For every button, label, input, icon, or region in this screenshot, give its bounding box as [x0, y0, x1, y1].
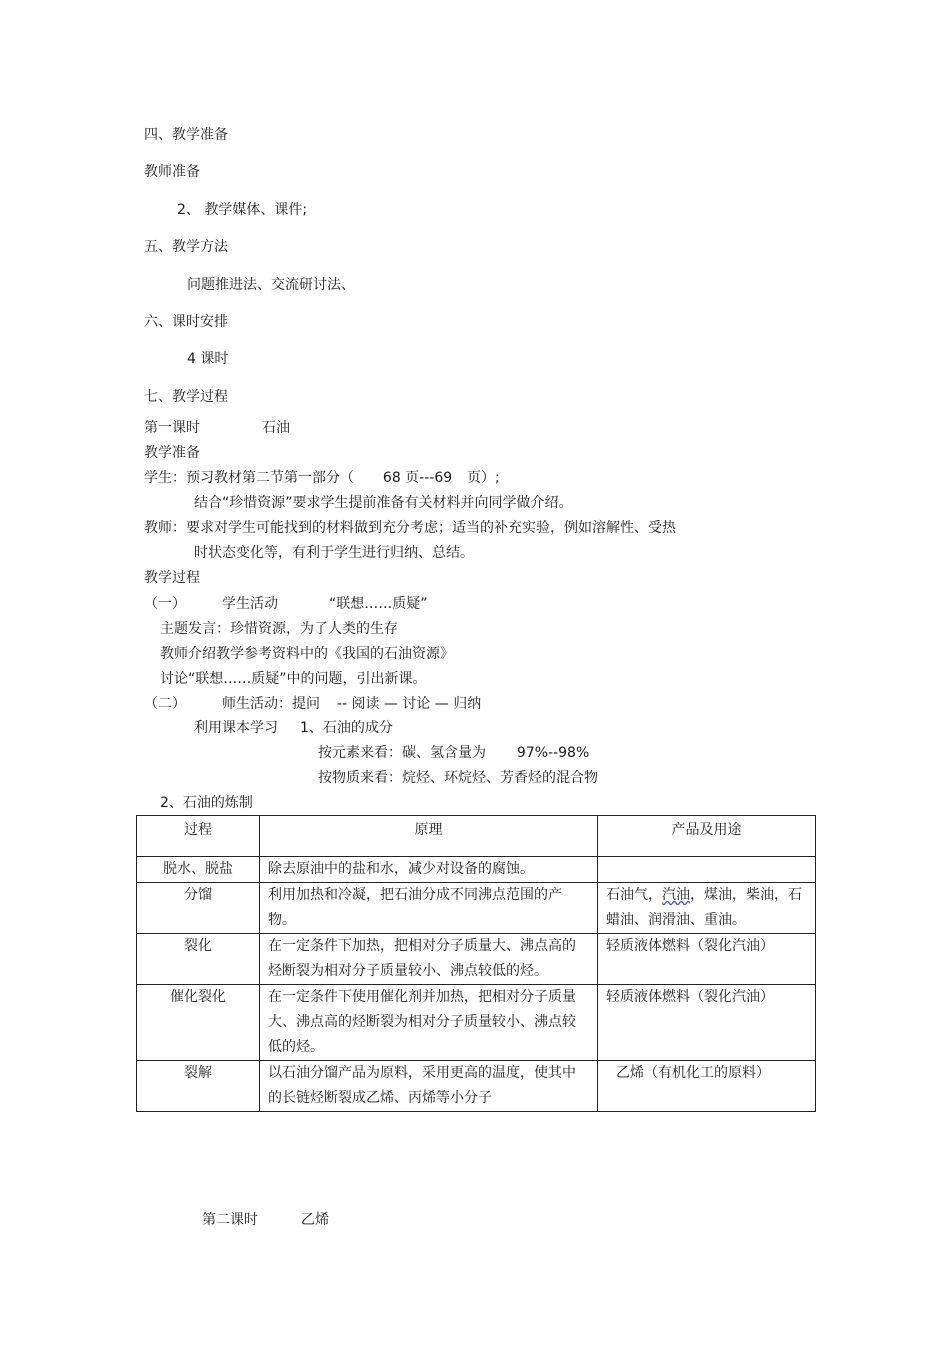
process-cell: 裂化	[137, 934, 260, 985]
principle-cell: 在一定条件下加热，把相对分子质量大、沸点高的烃断裂为相对分子质量较小、沸点较低的烃。	[260, 934, 598, 985]
oil-by-substance: 按物质来看：烷烃、环烷烃、芳香烃的混合物	[318, 770, 598, 786]
oil-by-element	[318, 743, 589, 763]
process-cell: 裂解	[137, 1061, 260, 1112]
principle-cell: 以石油分馏产品为原料，采用更高的温度，使其中的长链烃断裂成乙烯、丙烯等小分子	[260, 1061, 598, 1112]
phase1-line1: 主题发言：珍惜资源，为了人类的生存	[160, 621, 398, 637]
table-row	[137, 883, 816, 934]
oil-by-element-text: 按元素来看：碳、氢含量为	[318, 745, 486, 761]
phase1-line2: 教师介绍教学参考资料中的《我国的石油资源》	[160, 646, 454, 662]
product-cell: 乙烯（有机化工的原料）	[598, 1061, 816, 1112]
student-prep-text: 学生：预习教材第二节第一部分（	[144, 470, 354, 486]
teaching-methods: 问题推进法、交流研讨法、	[187, 277, 355, 293]
product-part: ，煤油，柴油，石蜡油、润滑油、重油。	[606, 887, 802, 928]
phase2-activity	[222, 694, 481, 714]
oil-composition-heading: 1、石油的成分	[300, 720, 393, 736]
teacher-prep-line2: 时状态变化等，有利于学生进行归纳、总结。	[194, 545, 474, 561]
table-row	[137, 1061, 816, 1112]
table-header-row	[137, 816, 816, 857]
lesson2-topic: 乙烯	[301, 1212, 329, 1228]
section-5-heading: 五、教学方法	[144, 239, 228, 255]
header-product: 产品及用途	[598, 816, 816, 857]
table-row	[137, 857, 816, 883]
product-gasoline: 汽油	[662, 887, 690, 903]
refining-table	[136, 815, 816, 1112]
oil-by-element-value: 97%--98%	[516, 745, 590, 761]
student-prep-line2: 结合“珍惜资源”要求学生提前准备有关材料并向同学做介绍。	[194, 495, 573, 511]
lesson1-label: 第一课时	[144, 420, 200, 436]
teacher-prep-item: 2、 教学媒体、课件;	[177, 202, 308, 218]
product-cell: 轻质液体燃料（裂化汽油）	[598, 934, 816, 985]
product-cell	[598, 883, 816, 934]
header-process: 过程	[137, 816, 260, 857]
process-cell: 催化裂化	[137, 985, 260, 1061]
phase1-line3: 讨论“联想……质疑”中的问题，引出新课。	[160, 671, 427, 687]
lesson-hours: 4 课时	[187, 351, 229, 367]
phase2-study: 利用课本学习	[194, 720, 278, 736]
section-4-heading: 四、教学准备	[144, 127, 228, 143]
lesson1-topic: 石油	[262, 420, 290, 436]
lesson1-process-heading: 教学过程	[144, 570, 200, 586]
lesson1-prep-heading: 教学准备	[144, 445, 200, 461]
section-7-heading: 七、教学过程	[144, 389, 228, 405]
table-row	[137, 934, 816, 985]
principle-cell: 利用加热和冷凝，把石油分成不同沸点范围的产物。	[260, 883, 598, 934]
principle-cell: 除去原油中的盐和水，减少对设备的腐蚀。	[260, 857, 598, 883]
phase2-number: （二）	[144, 696, 186, 712]
principle-cell: 在一定条件下使用催化剂并加热，把相对分子质量大、沸点高的烃断裂为相对分子质量较小、沸点较低的烃。	[260, 985, 598, 1061]
product-cell: 轻质液体燃料（裂化汽油）	[598, 985, 816, 1061]
phase1-name: “联想……质疑”	[329, 596, 428, 612]
teacher-prep-line: 教师：要求对学生可能找到的材料做到充分考虑；适当的补充实验，例如溶解性、受热	[144, 520, 676, 536]
product-cell	[598, 857, 816, 883]
student-prep-line	[144, 468, 500, 488]
product-part: 石油气，	[606, 887, 662, 903]
section-6-heading: 六、课时安排	[144, 314, 228, 330]
lesson2-label: 第二课时	[202, 1212, 258, 1228]
phase2-flow: -- 阅读 — 讨论 — 归纳	[336, 696, 482, 712]
phase1-number: （一）	[144, 596, 186, 612]
teacher-prep-heading: 教师准备	[144, 164, 200, 180]
header-principle: 原理	[260, 816, 598, 857]
process-cell: 脱水、脱盐	[137, 857, 260, 883]
student-prep-end: 页）;	[467, 470, 500, 486]
table-row	[137, 985, 816, 1061]
oil-refining-heading: 2、石油的炼制	[160, 795, 253, 811]
phase1-activity: 学生活动	[222, 596, 278, 612]
process-cell: 分馏	[137, 883, 260, 934]
phase2-activity-label: 师生活动：提问	[222, 696, 320, 712]
student-prep-pages: 68 页---69	[382, 470, 453, 486]
